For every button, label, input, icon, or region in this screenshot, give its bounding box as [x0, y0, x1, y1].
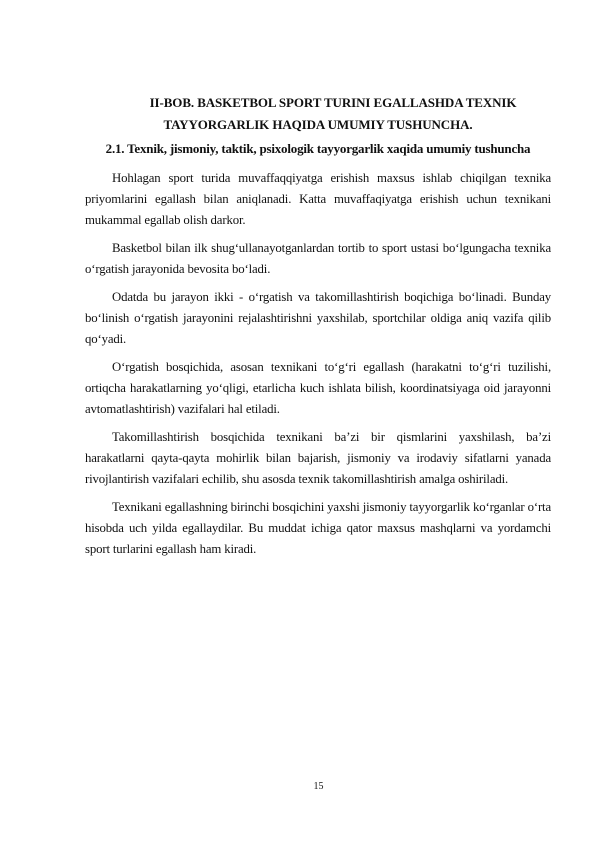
document-page [85, 92, 551, 560]
paragraph-1: Hohlagan sport turida muvaffaqqiyatga erishish maxsus ishlab chiqilgan texnika priyomlarini egallash bilan aniqlanadi. Katta muvaffaqiyatga erishish uchun texnikani mukammal egallab olish darkor. [85, 171, 551, 227]
paragraph-4: O‘rgatish bosqichida, asosan texnikani to‘g‘ri egallash (harakatni to‘g‘ri tuzilishi, ortiqcha harakatlarning yo‘qligi, etarlicha kuch ishlata bilish, koordinatsiyaga oid jarayonni avtomatlashtirish) vazifalari hal etiladi. [85, 360, 551, 416]
page-number: 15 [313, 781, 324, 792]
chapter-heading [85, 92, 551, 136]
paragraph-6: Texnikani egallashning birinchi bosqichini yaxshi jismoniy tayyorgarlik ko‘rganlar o‘rta hisobda uch yilda egallaydilar. Bu muddat ichiga qator maxsus mashqlarni va yordamchi sport turlarini egallash ham kiradi. [85, 500, 551, 556]
chapter-heading-line-1: II-BOB. BASKETBOL SPORT TURINI EGALLASHDA TEXNIK [149, 95, 517, 110]
chapter-heading-line-2: TAYYORGARLIK HAQIDA UMUMIY TUSHUNCHA. [163, 117, 473, 132]
paragraph-2: Basketbol bilan ilk shug‘ullanayotganlardan tortib to sport ustasi bo‘lgungacha texnika o‘rgatish jarayonida bevosita bo‘ladi. [85, 241, 551, 276]
section-heading: 2.1. Texnik, jismoniy, taktik, psixologik tayyorgarlik xaqida umumiy tushuncha [105, 141, 531, 156]
paragraph-3: Odatda bu jarayon ikki - o‘rgatish va takomillashtirish boqichiga bo‘linadi. Bunday bo‘linish o‘rgatish jarayonini rejalashtirishni yaxshilab, sportchilar oldiga aniq vazifa qilib qo‘yadi. [85, 290, 551, 346]
paragraph-5: Takomillashtirish bosqichida texnikani ba’zi bir qismlarini yaxshilash, ba’zi harakatlarni qayta-qayta mohirlik bilan bajarish, jismoniy va irodaviy sifatlarni yanada rivojlantirish vazifalari echilib, shu asosda texnik takomillashtirish amalga oshiriladi. [85, 430, 551, 486]
